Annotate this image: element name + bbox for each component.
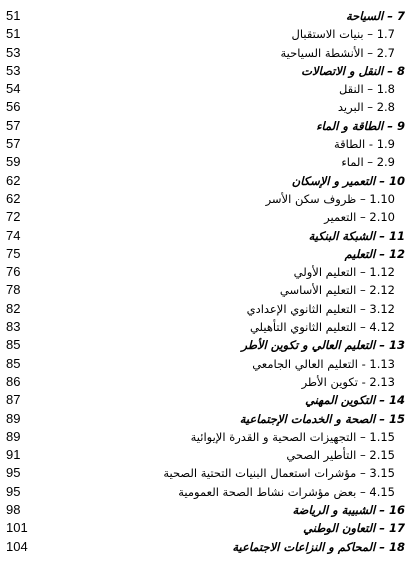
toc-section-row <box>0 117 419 135</box>
page-number: 89 <box>6 410 21 426</box>
subsection-title: 1.8 – النقل <box>338 82 395 97</box>
page-number: 104 <box>6 538 28 554</box>
page-number: 72 <box>6 209 21 225</box>
toc-section-row <box>0 227 419 245</box>
toc-section-row <box>0 7 419 25</box>
page-number: 95 <box>6 483 21 499</box>
toc-subsection-row <box>0 263 419 281</box>
toc-subsection-row <box>0 44 419 62</box>
subsection-title: 2.7 – الأنشطة السياحية <box>280 45 395 60</box>
page-number: 54 <box>6 81 21 97</box>
page-number: 51 <box>6 26 21 42</box>
page-number: 53 <box>6 44 21 60</box>
toc-subsection-row <box>0 446 419 464</box>
page-number: 91 <box>6 447 21 463</box>
subsection-title: 1.9 - الطاقة <box>333 137 395 152</box>
subsection-title: 1.10 – ظروف سكن الأسر <box>265 191 395 206</box>
subsection-title: 1.13 - التعليم العالي الجامعي <box>252 356 395 371</box>
toc-subsection-row <box>0 318 419 336</box>
toc-subsection-row <box>0 25 419 43</box>
subsection-title: 4.12 – التعليم الثانوي التأهيلي <box>249 320 395 335</box>
subsection-title: 4.15 – بعض مؤشرات نشاط الصحة العمومية <box>178 484 395 499</box>
toc-section-row <box>0 538 419 556</box>
page-number: 85 <box>6 337 21 353</box>
toc-section-row <box>0 410 419 428</box>
page-number: 75 <box>6 245 21 261</box>
page-number: 76 <box>6 264 21 280</box>
section-title: 14 – التكوين المهني <box>305 393 405 408</box>
page-number: 83 <box>6 319 21 335</box>
subsection-title: 3.15 – مؤشرات استعمال البنيات التحتية الصحية <box>163 466 395 481</box>
section-title: 8 – النقل و الاتصالات <box>301 63 405 78</box>
toc-subsection-row <box>0 464 419 482</box>
subsection-title: 1.15 – التجهيزات الصحية و القدرة الإيوائية <box>190 429 395 444</box>
toc-section-row <box>0 172 419 190</box>
subsection-title: 3.12 – التعليم الثانوي الإعدادي <box>246 301 395 316</box>
page-number: 78 <box>6 282 21 298</box>
page-number: 53 <box>6 62 21 78</box>
subsection-title: 2.8 – البريد <box>337 100 395 115</box>
toc-subsection-row <box>0 135 419 153</box>
subsection-title: 2.13 - تكوين الأطر <box>301 374 395 389</box>
page-number: 51 <box>6 8 21 23</box>
section-title: 17 – التعاون الوطني <box>303 521 405 536</box>
toc-subsection-row <box>0 373 419 391</box>
toc-section-row <box>0 336 419 354</box>
toc-section-row <box>0 62 419 80</box>
toc-subsection-row <box>0 428 419 446</box>
section-title: 15 – الصحة و الخدمات الإجتماعية <box>239 411 405 426</box>
page-number: 62 <box>6 172 21 188</box>
page-number: 57 <box>6 136 21 152</box>
toc-subsection-row <box>0 300 419 318</box>
section-title: 10 – التعمير و الإسكان <box>291 173 405 188</box>
subsection-title: 1.12 – التعليم الأولي <box>293 265 395 280</box>
page-number: 87 <box>6 392 21 408</box>
section-title: 18 – المحاكم و النزاعات الاجتماعية <box>232 539 405 554</box>
subsection-title: 2.12 – التعليم الأساسي <box>279 283 395 298</box>
toc-subsection-row <box>0 483 419 501</box>
section-title: 9 – الطاقة و الماء <box>316 118 405 133</box>
subsection-title: 2.15 – التأطير الصحي <box>286 448 395 463</box>
toc-subsection-row <box>0 80 419 98</box>
page-number: 74 <box>6 227 21 243</box>
page-number: 82 <box>6 300 21 316</box>
toc-subsection-row <box>0 98 419 116</box>
toc-subsection-row <box>0 208 419 226</box>
page-number: 89 <box>6 428 21 444</box>
toc-subsection-row <box>0 190 419 208</box>
page-number: 86 <box>6 373 21 389</box>
section-title: 13 – التعليم العالي و تكوين الأطر <box>241 338 405 353</box>
toc-section-row <box>0 391 419 409</box>
page-number: 57 <box>6 117 21 133</box>
table-of-contents <box>0 7 419 556</box>
toc-subsection-row <box>0 281 419 299</box>
page-number: 56 <box>6 99 21 115</box>
toc-subsection-row <box>0 355 419 373</box>
subsection-title: 1.7 – بنيات الاستقبال <box>291 27 395 42</box>
page-number: 59 <box>6 154 21 170</box>
toc-section-row <box>0 519 419 537</box>
section-title: 11 – الشبكة البنكية <box>308 228 405 243</box>
page-number: 85 <box>6 355 21 371</box>
toc-section-row <box>0 501 419 519</box>
toc-section-row <box>0 245 419 263</box>
subsection-title: 2.9 – الماء <box>341 155 395 170</box>
page-number: 101 <box>6 520 28 536</box>
toc-subsection-row <box>0 153 419 171</box>
section-title: 16 – الشبيبة و الرياضة <box>292 503 405 518</box>
subsection-title: 2.10 – التعمير <box>324 210 395 225</box>
page-number: 98 <box>6 502 21 518</box>
page-number: 95 <box>6 465 21 481</box>
page-number: 62 <box>6 190 21 206</box>
section-title: 7 – السياحة <box>346 9 405 23</box>
section-title: 12 – التعليم <box>344 246 405 261</box>
